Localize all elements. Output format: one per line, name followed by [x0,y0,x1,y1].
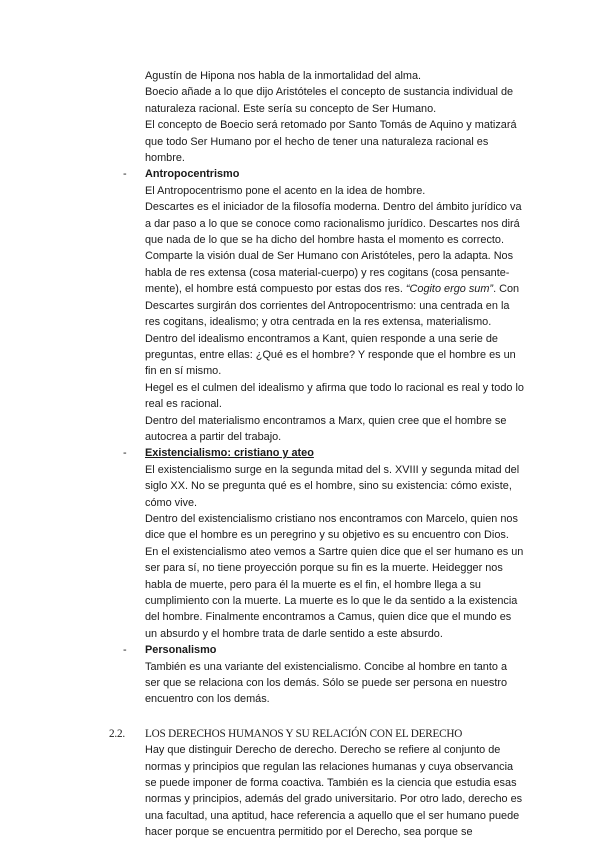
bullet-dash: - [123,447,127,460]
section-number: 2.2. [109,727,125,740]
paragraph: En el existencialismo ateo vemos a Sartre quien dice que el ser humano es un ser para sí, no tiene proyección porque su fin es la muerte. Heidegger nos habla de muerte, pero para él la muerte es el fin, el hombre llega a su cumplimiento con la muerte. La muerte es lo que le da sentido a la existencia del hombre. Finalmente encontramos a Camus, quien dice que el mundo es un absurdo y el hombre trata de darle sentido a este absurdo. [145,545,524,640]
list-item-existencialismo [123,445,525,461]
heading-existencialismo: Existencialismo: cristiano y ateo [145,447,314,460]
paragraph-descartes [145,199,525,330]
paragraph: Dentro del existencialismo cristiano nos encontramos con Marcelo, quien nos dice que el hombre es un peregrino y su objetivo es su encuentro con Dios. [145,512,518,542]
text-run: Descartes es el iniciador de la filosofía moderna. Dentro del ámbito jurídico va a dar paso a lo que se conoce como racionalismo jurídico. Descartes nos dirá que nada de lo que se ha dicho del hombre hasta el momento es correcto. Comparte la visión dual de Ser Humano con Aristóteles, pero la adapta. Nos habla de res extensa (cosa material-cuerpo) y res cogitans (cosa pensante-mente), el hombre está compuesto por estas dos res. [145,201,522,296]
heading-antropocentrismo: Antropocentrismo [145,168,240,181]
paragraph: El Antropocentrismo pone el acento en la idea de hombre. [145,184,426,197]
section-title: LOS DERECHOS HUMANOS Y SU RELACIÓN CON EL DERECHO [145,727,463,740]
list-item-personalismo [123,642,525,658]
paragraph: Hegel es el culmen del idealismo y afirma que todo lo racional es real y todo lo real es racional. [145,381,524,411]
bullet-dash: - [123,644,127,657]
paragraph: Hay que distinguir Derecho de derecho. Derecho se refiere al conjunto de normas y principios que regulan las relaciones humanas y cuya observancia se puede imponer de forma coactiva. También es la ciencia que estudia esas normas y principios, además del grado universitario. Por otro lado, derecho es una facultad, una aptitud, hace referencia a aquello que el ser humano puede hacer porque se encuentra permitido por el Derecho, sea porque se [145,744,523,839]
section-heading [109,726,525,742]
heading-personalismo: Personalismo [145,644,217,657]
quote-cogito: “Cogito ergo sum” [405,283,494,296]
bullet-dash: - [123,168,127,181]
paragraph: El concepto de Boecio será retomado por Santo Tomás de Aquino y matizará que todo Ser Humano por el hecho de tener una naturaleza racional es hombre. [145,119,517,165]
paragraph: Boecio añade a lo que dijo Aristóteles el concepto de sustancia individual de naturaleza racional. Este sería su concepto de Ser Humano. [145,86,514,115]
page-body [109,68,525,841]
text-run: . Con Descartes surgirán dos corrientes del Antropocentrismo: una centrada en la res cogitans, idealismo; y otra centrada en la res extensa, materialismo. [145,283,520,329]
paragraph: Agustín de Hipona nos habla de la inmortalidad del alma. [145,70,422,82]
paragraph: Dentro del idealismo encontramos a Kant, quien responde a una serie de preguntas, entre ellas: ¿Qué es el hombre? Y responde que el hombre es un fin en sí mismo. [145,332,516,378]
paragraph: El existencialismo surge en la segunda mitad del s. XVIII y segunda mitad del siglo XX. No se pregunta qué es el hombre, sino su existencia: cómo existe, cómo vive. [145,463,520,509]
list-item-antropocentrismo [123,166,525,182]
paragraph: Dentro del materialismo encontramos a Marx, quien cree que el hombre se autocrea a partir del trabajo. [145,414,507,443]
paragraph: También es una variante del existencialismo. Concibe al hombre en tanto a ser que se relaciona con los demás. Sólo se puede ser persona en nuestro encuentro con los demás. [145,660,508,706]
